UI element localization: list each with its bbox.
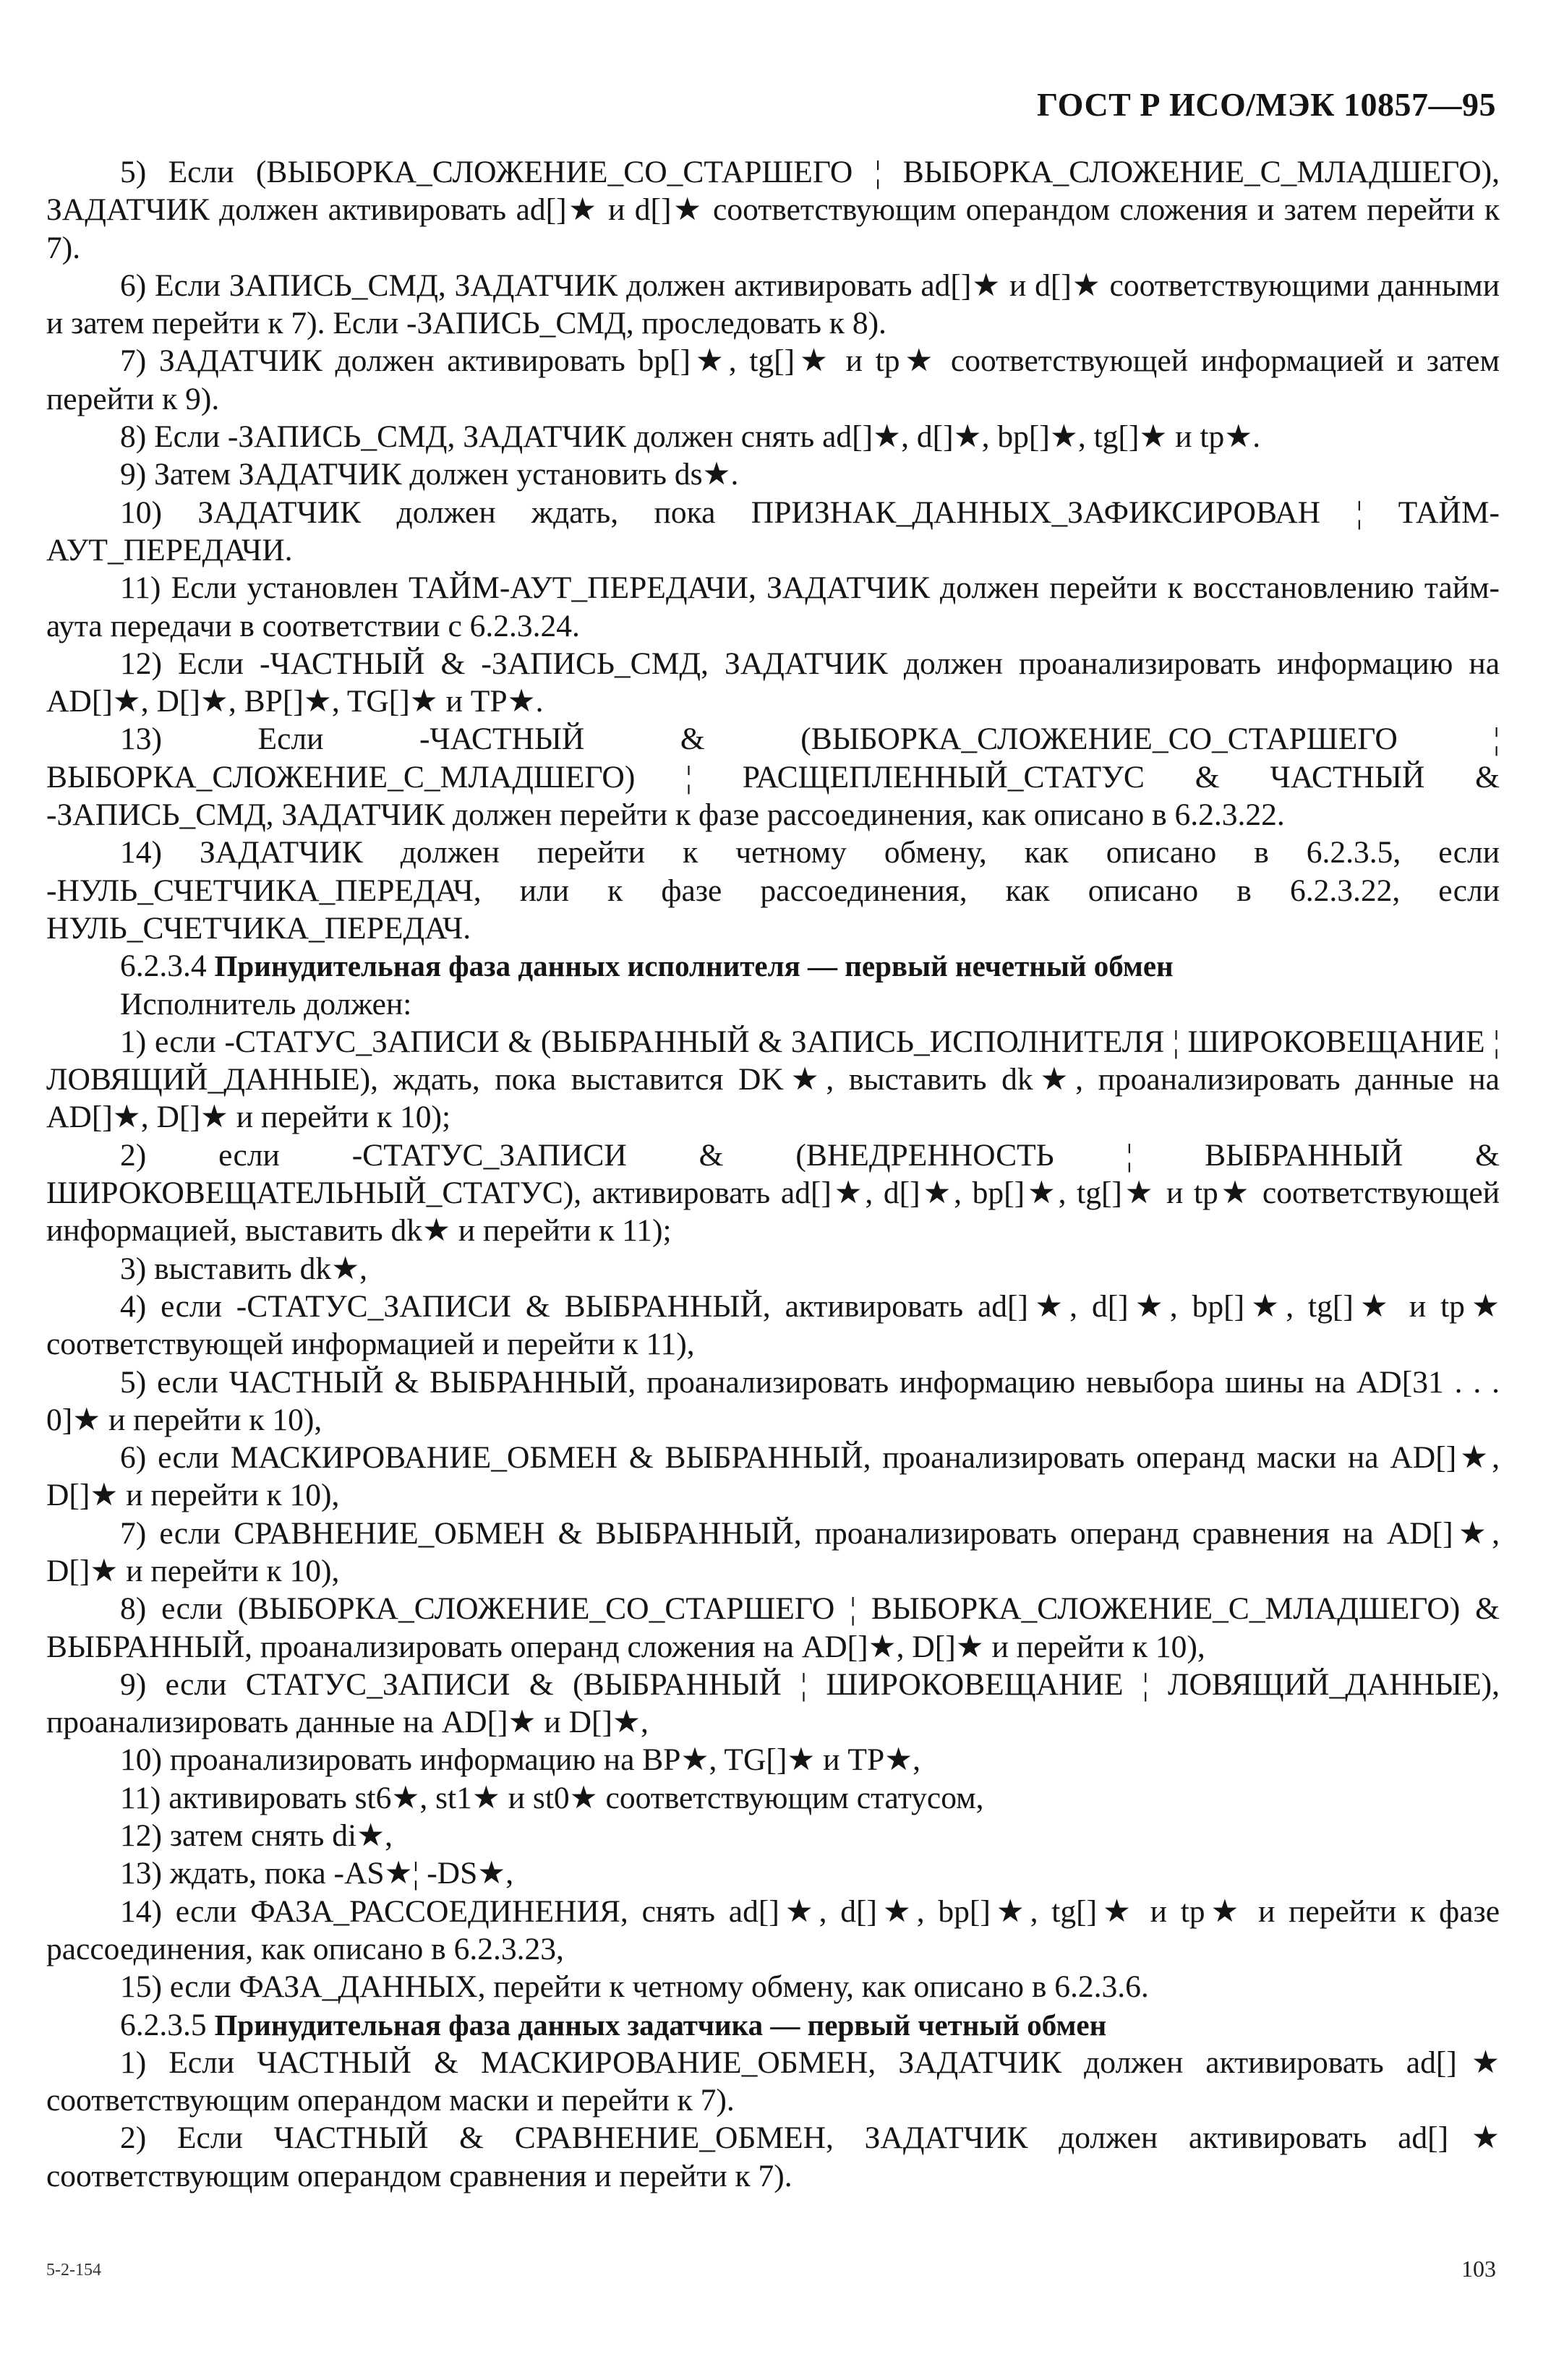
- list-item: 7) если СРАВНЕНИЕ_ОБМЕН & ВЫБРАННЫЙ, проанализировать операнд сравнения на AD[]★, D[]★ и перейти к 10),: [46, 1515, 1500, 1588]
- paragraph-item-12: 12) Если -ЧАСТНЫЙ & -ЗАПИСЬ_СМД, ЗАДАТЧИК должен проанализировать информацию на AD[]★, D[]★, BP[]★, TG[]★ и TP★.: [46, 646, 1500, 719]
- list-item: 2) если -СТАТУС_ЗАПИСИ & (ВНЕДРЕННОСТЬ ¦ ВЫБРАННЫЙ & ШИРОКОВЕЩАТЕЛЬНЫЙ_СТАТУС), активировать ad[]★, d[]★, bp[]★, tg[]★ и tp★ соответствующей информацией, выставить dk★ и перейти к 11);: [46, 1137, 1500, 1249]
- list-item: 8) если (ВЫБОРКА_СЛОЖЕНИЕ_СО_СТАРШЕГО ¦ ВЫБОРКА_СЛОЖЕНИЕ_С_МЛАДШЕГО) & ВЫБРАННЫЙ, проанализировать операнд сложения на AD[]★, D[]★ и перейти к 10),: [46, 1591, 1500, 1664]
- list-item: 2) Если ЧАСТНЫЙ & СРАВНЕНИЕ_ОБМЕН, ЗАДАТЧИК должен активировать ad[]★ соответствующим операндом сравнения и перейти к 7).: [46, 2120, 1500, 2193]
- paragraph-item-11: 11) Если установлен ТАЙМ-АУТ_ПЕРЕДАЧИ, ЗАДАТЧИК должен перейти к восстановлению тайм-аута передачи в соответствии с 6.2.3.24.: [46, 570, 1500, 643]
- list-item: 14) если ФАЗА_РАССОЕДИНЕНИЯ, снять ad[]★, d[]★, bp[]★, tg[]★ и tp★ и перейти к фазе рассоединения, как описано в 6.2.3.23,: [46, 1893, 1500, 1966]
- section-number: 6.2.3.5: [120, 2007, 207, 2042]
- list-item: 6) если МАСКИРОВАНИЕ_ОБМЕН & ВЫБРАННЫЙ, проанализировать операнд маски на AD[]★, D[]★ и перейти к 10),: [46, 1440, 1500, 1513]
- paragraph-item-10: 10) ЗАДАТЧИК должен ждать, пока ПРИЗНАК_ДАННЫХ_ЗАФИКСИРОВАН ¦ ТАЙМ-АУТ_ПЕРЕДАЧИ.: [46, 495, 1500, 568]
- section-heading-6-2-3-4: [46, 947, 1500, 985]
- print-code: 5-2-154: [46, 2261, 101, 2280]
- page-header-standard-number: ГОСТ Р ИСО/МЭК 10857—95: [1037, 86, 1496, 123]
- list-item: 12) затем снять di★,: [120, 1818, 393, 1854]
- section-title: Принудительная фаза данных исполнителя — первый нечетный обмен: [214, 949, 1174, 983]
- section-title: Принудительная фаза данных задатчика — первый четный обмен: [214, 2008, 1107, 2042]
- paragraph-item-8: 8) Если -ЗАПИСЬ_СМД, ЗАДАТЧИК должен снять ad[]★, d[]★, bp[]★, tg[]★ и tp★.: [120, 419, 1261, 455]
- list-item: 5) если ЧАСТНЫЙ & ВЫБРАННЫЙ, проанализировать информацию невыбора шины на AD[31 . . . 0]★ и перейти к 10),: [46, 1364, 1500, 1437]
- list-item: 13) ждать, пока -AS★¦ -DS★,: [120, 1856, 514, 1891]
- list-item: 1) если -СТАТУС_ЗАПИСИ & (ВЫБРАННЫЙ & ЗАПИСЬ_ИСПОЛНИТЕЛЯ ¦ ШИРОКОВЕЩАНИЕ ¦ ЛОВЯЩИЙ_ДАННЫЕ), ждать, пока выставится DK★, выставить dk★, проанализировать данные на AD[]★, D[]★ и перейти к 10);: [46, 1024, 1500, 1135]
- section-intro: Исполнитель должен:: [120, 986, 412, 1022]
- list-item: 11) активировать st6★, st1★ и st0★ соответствующим статусом,: [120, 1780, 984, 1815]
- list-item: 9) если СТАТУС_ЗАПИСИ & (ВЫБРАННЫЙ ¦ ШИРОКОВЕЩАНИЕ ¦ ЛОВЯЩИЙ_ДАННЫЕ), проанализировать данные на AD[]★ и D[]★,: [46, 1666, 1500, 1740]
- section-number: 6.2.3.4: [120, 949, 207, 984]
- list-item: 15) если ФАЗА_ДАННЫХ, перейти к четному обмену, как описано в 6.2.3.6.: [120, 1969, 1149, 2005]
- paragraph-item-5: 5) Если (ВЫБОРКА_СЛОЖЕНИЕ_СО_СТАРШЕГО ¦ ВЫБОРКА_СЛОЖЕНИЕ_С_МЛАДШЕГО), ЗАДАТЧИК должен активировать ad[]★ и d[]★ соответствующим операндом сложения и затем перейти к 7).: [46, 155, 1500, 265]
- list-item: 1) Если ЧАСТНЫЙ & МАСКИРОВАНИЕ_ОБМЕН, ЗАДАТЧИК должен активировать ad[]★ соответствующим операндом маски и перейти к 7).: [46, 2045, 1500, 2118]
- document-body: [46, 153, 1500, 2195]
- list-item: 4) если -СТАТУС_ЗАПИСИ & ВЫБРАННЫЙ, активировать ad[]★, d[]★, bp[]★, tg[]★ и tp★ соответствующей информацией и перейти к 11),: [46, 1288, 1500, 1362]
- list-item: 10) проанализировать информацию на BP★, TG[]★ и TP★,: [120, 1742, 921, 1778]
- paragraph-item-6: 6) Если ЗАПИСЬ_СМД, ЗАДАТЧИК должен активировать ad[]★ и d[]★ соответствующими данными и затем перейти к 7). Если -ЗАПИСЬ_СМД, проследовать к 8).: [46, 267, 1500, 341]
- paragraph-item-9: 9) Затем ЗАДАТЧИК должен установить ds★.: [120, 457, 739, 492]
- paragraph-item-13: 13) Если -ЧАСТНЫЙ & (ВЫБОРКА_СЛОЖЕНИЕ_СО_СТАРШЕГО ¦ ВЫБОРКА_СЛОЖЕНИЕ_С_МЛАДШЕГО) ¦ РАСЩЕПЛЕННЫЙ_СТАТУС & ЧАСТНЫЙ & -ЗАПИСЬ_СМД, ЗАДАТЧИК должен перейти к фазе рассоединения, как описано в 6.2.3.22.: [46, 722, 1500, 833]
- paragraph-item-14: 14) ЗАДАТЧИК должен перейти к четному обмену, как описано в 6.2.3.5, если -НУЛЬ_СЧЕТЧИКА_ПЕРЕДАЧ, или к фазе рассоединения, как описано в 6.2.3.22, если НУЛЬ_СЧЕТЧИКА_ПЕРЕДАЧ.: [46, 835, 1500, 946]
- list-item: 3) выставить dk★,: [120, 1251, 367, 1286]
- section-heading-6-2-3-5: [46, 2006, 1500, 2044]
- page-number: 103: [1461, 2256, 1496, 2282]
- paragraph-item-7: 7) ЗАДАТЧИК должен активировать bp[]★, tg[]★ и tp★ соответствующей информацией и затем перейти к 9).: [46, 343, 1500, 416]
